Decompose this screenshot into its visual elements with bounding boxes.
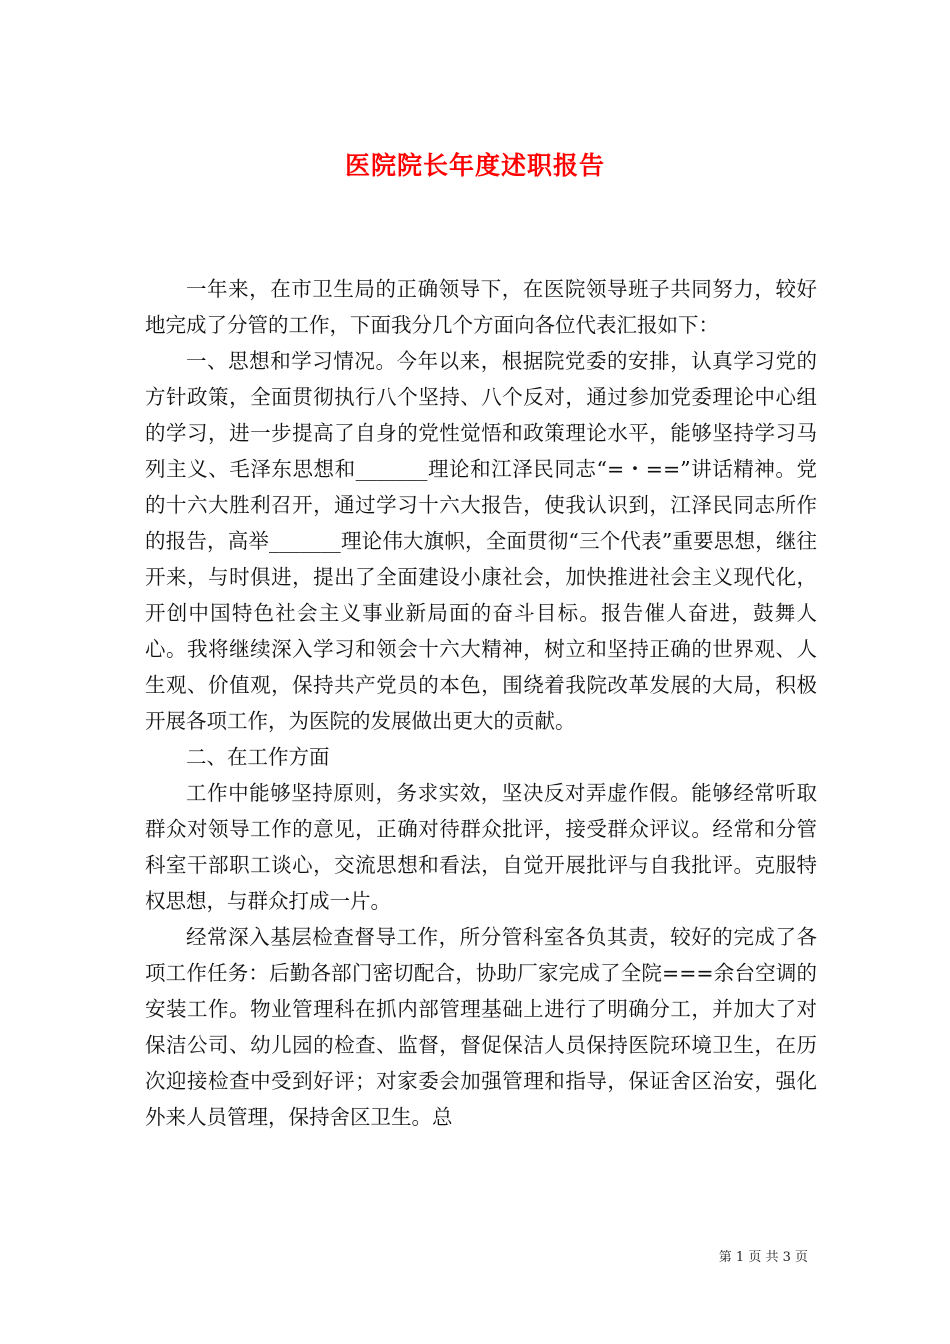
page-number: 第 1 页 共 3 页 xyxy=(718,1250,808,1265)
document-title: 医院院长年度述职报告 xyxy=(344,150,605,180)
paragraph-study: 一、思想和学习情况。今年以来，根据院党委的安排，认真学习党的方针政策，全面贯彻执行八个坚持、八个反对，通过参加党委理论中心组的学习，进一步提高了自身的党性觉悟和政策理论水平，能够坚持学习马列主义、毛泽东思想和_______理论和江泽民同志“=・==”讲话精神。党的十六大胜利召开，通过学习十六大报告，使我认识到，江泽民同志所作的报告，高举_______理论伟大旗帜，全面贯彻“三个代表”重要思想，继往开来，与时俱进，提出了全面建设小康社会，加快推进社会主义现代化，开创中国特色社会主义事业新局面的奋斗目标。报告催人奋进，鼓舞人心。我将继续深入学习和领会十六大精神，树立和坚持正确的世界观、人生观、价值观，保持共产党员的本色，围绕着我院改革发展的大局，积极开展各项工作，为医院的发展做出更大的贡献。 xyxy=(145,349,817,733)
paragraph-work-details: 经常深入基层检查督导工作，所分管科室各负其责，较好的完成了各项工作任务：后勤各部门密切配合，协助厂家完成了全院===余台空调的安装工作。物业管理科在抓内部管理基础上进行了明确分工，并加大了对保洁公司、幼儿园的检查、监督，督促保洁人员保持医院环境卫生，在历次迎接检查中受到好评；对家委会加强管理和指导，保证舍区治安，强化外来人员管理，保持舍区卫生。总 xyxy=(145,925,817,1129)
document-body xyxy=(145,271,817,1135)
paragraph-work-principles: 工作中能够坚持原则，务求实效，坚决反对弄虚作假。能够经常听取群众对领导工作的意见，正确对待群众批评，接受群众评议。经常和分管科室干部职工谈心，交流思想和看法，自觉开展批评与自我批评。克服特权思想，与群众打成一片。 xyxy=(145,781,817,913)
paragraph-intro: 一年来，在市卫生局的正确领导下，在医院领导班子共同努力，较好地完成了分管的工作，下面我分几个方面向各位代表汇报如下： xyxy=(145,277,817,337)
paragraph-work-heading: 二、在工作方面 xyxy=(186,745,330,769)
